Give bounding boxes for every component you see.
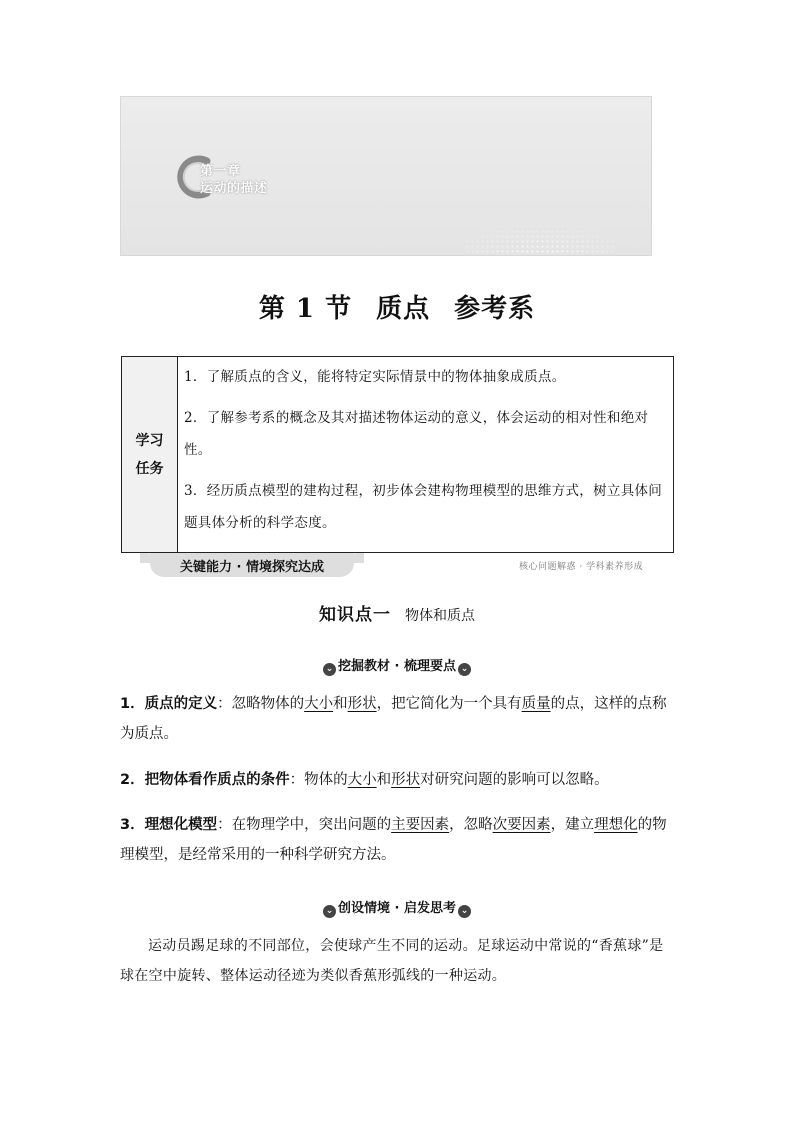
chevron-down-icon: ⌄ (458, 663, 471, 676)
keyword: 质量 (521, 696, 551, 712)
keyword: 理想化 (594, 817, 638, 833)
text-run: 的点，这样的点称为质点。 (120, 696, 667, 742)
point-heading: 1．质点的定义 (120, 696, 218, 712)
dot-pattern-decoration (465, 209, 615, 255)
keyword: 形状 (347, 696, 377, 712)
chapter-heading (200, 163, 268, 197)
text-run: 和 (376, 772, 392, 788)
chevron-down-icon: ⌄ (323, 905, 336, 918)
chapter-title: 运动的描述 (200, 181, 268, 196)
chapter-banner (120, 96, 652, 256)
text-run: ：物体的 (289, 772, 348, 788)
point-definition (120, 689, 675, 749)
chevron-down-icon: ⌄ (458, 905, 471, 918)
situation-paragraph: 运动员踢足球的不同部位，会使球产生不同的运动。足球运动中常说的“香蕉球”是球在空中旋转、整体运动径迹为类似香蕉形弧线的一种运动。 (120, 938, 664, 984)
chapter-number: 第一章 (200, 164, 241, 179)
subhead-textbook-label: 挖掘教材 · 梳理要点 (338, 659, 456, 674)
section-title-b: 参考系 (454, 294, 536, 324)
knowledge-point-label: 知识点一 (319, 605, 391, 625)
study-tasks-label (122, 357, 178, 552)
text-run: ，把它简化为一个具有 (376, 696, 522, 712)
subhead-situation (0, 897, 794, 918)
study-tasks-label-line2: 任务 (135, 460, 164, 477)
subhead-textbook (0, 655, 794, 676)
section-title (0, 288, 794, 325)
point-ideal-model (120, 810, 675, 870)
keyword: 大小 (304, 696, 334, 712)
keyword: 大小 (347, 772, 377, 788)
text-run: ，忽略 (449, 817, 493, 833)
ability-section-tab: 关键能力 · 情境探究达成 (150, 553, 354, 577)
subhead-situation-label: 创设情境 · 启发思考 (338, 901, 456, 916)
keyword: 次要因素 (492, 817, 551, 833)
point-heading: 2．把物体看作质点的条件 (120, 772, 290, 788)
study-tasks-list (178, 357, 673, 552)
keyword: 主要因素 (391, 817, 450, 833)
point-heading: 3．理想化模型 (120, 817, 218, 833)
text-run: 对研究问题的影响可以忽略。 (420, 772, 609, 788)
keyword: 形状 (391, 772, 421, 788)
text-run: ，建立 (550, 817, 595, 833)
study-task-item: 1．了解质点的含义，能将特定实际情景中的物体抽象成质点。 (184, 369, 566, 385)
ability-section-subtitle: 核心问题解惑 · 学科素养形成 (519, 562, 644, 572)
text-run: ：忽略物体的 (217, 696, 305, 712)
section-title-a: 质点 (376, 294, 431, 324)
chevron-down-icon: ⌄ (323, 663, 336, 676)
text-run: ：在物理学中，突出问题的 (217, 817, 392, 833)
knowledge-point-heading (0, 600, 794, 625)
point-condition (120, 765, 675, 795)
knowledge-point-title: 物体和质点 (405, 608, 475, 624)
section-number: 第 1 节 (258, 294, 353, 324)
study-tasks-label-line1: 学习 (135, 432, 164, 449)
study-task-item: 2．了解参考系的概念及其对描述物体运动的意义，体会运动的相对性和绝对性。 (184, 410, 649, 458)
text-run: 和 (333, 696, 348, 712)
study-task-item: 3．经历质点模型的建构过程，初步体会建构物理模型的思维方式，树立具体问题具体分析的科学态度。 (184, 483, 663, 531)
text-run: 的物理模型，是经常采用的一种科学研究方法。 (120, 817, 667, 863)
study-tasks-table (121, 356, 674, 553)
